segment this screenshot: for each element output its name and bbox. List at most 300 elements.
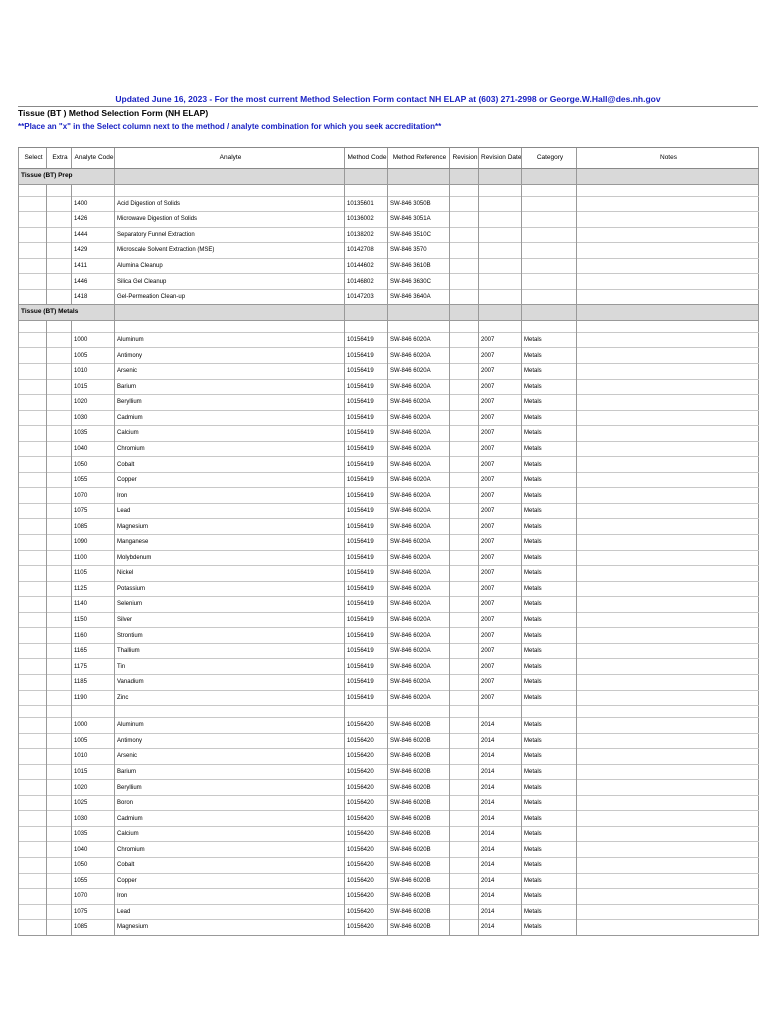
select-cell[interactable] [19, 733, 47, 749]
method-reference-cell: SW-846 6020A [388, 472, 450, 488]
revision-date-cell [479, 289, 522, 305]
method-reference-cell: SW-846 6020A [388, 348, 450, 364]
method-code-cell: 10156419 [345, 395, 388, 411]
method-code-cell: 10156419 [345, 364, 388, 380]
table-row [19, 196, 759, 212]
method-reference-cell: SW-846 6020A [388, 550, 450, 566]
extra-cell[interactable] [47, 628, 72, 644]
category-cell [522, 212, 577, 228]
notes-cell [577, 519, 759, 535]
notes-cell [577, 441, 759, 457]
extra-cell[interactable] [47, 920, 72, 936]
method-reference-cell: SW-846 3051A [388, 212, 450, 228]
category-cell: Metals [522, 749, 577, 765]
blank-cell [450, 184, 479, 196]
select-cell[interactable] [19, 258, 47, 274]
section-fill-cell [522, 169, 577, 185]
analyte-cell: Microwave Digestion of Solids [115, 212, 345, 228]
method-code-cell: 10156419 [345, 550, 388, 566]
extra-cell[interactable] [47, 612, 72, 628]
revision-cell [450, 733, 479, 749]
spacer-row [19, 320, 759, 332]
extra-cell[interactable] [47, 566, 72, 582]
extra-cell[interactable] [47, 379, 72, 395]
col-header-category: Category [522, 148, 577, 169]
extra-cell[interactable] [47, 889, 72, 905]
select-cell[interactable] [19, 348, 47, 364]
method-reference-cell: SW-846 6020B [388, 842, 450, 858]
extra-cell[interactable] [47, 826, 72, 842]
section-fill-cell [522, 305, 577, 321]
extra-cell[interactable] [47, 597, 72, 613]
method-reference-cell: SW-846 6020B [388, 873, 450, 889]
blank-cell [450, 320, 479, 332]
revision-date-cell: 2007 [479, 581, 522, 597]
method-code-cell: 10156419 [345, 441, 388, 457]
revision-cell [450, 581, 479, 597]
blank-cell [479, 184, 522, 196]
analyte-code-cell: 1125 [72, 581, 115, 597]
analyte-code-cell: 1444 [72, 227, 115, 243]
table-row [19, 274, 759, 290]
revision-cell [450, 873, 479, 889]
select-cell[interactable] [19, 749, 47, 765]
notes-cell [577, 904, 759, 920]
analyte-code-cell: 1175 [72, 659, 115, 675]
blank-cell [577, 706, 759, 718]
extra-cell[interactable] [47, 873, 72, 889]
analyte-code-cell: 1085 [72, 920, 115, 936]
revision-cell [450, 795, 479, 811]
col-header-analyte: Analyte [115, 148, 345, 169]
select-cell[interactable] [19, 503, 47, 519]
method-reference-cell: SW-846 6020A [388, 612, 450, 628]
select-cell[interactable] [19, 706, 47, 718]
analyte-cell: Microscale Solvent Extraction (MSE) [115, 243, 345, 259]
extra-cell[interactable] [47, 764, 72, 780]
select-cell[interactable] [19, 289, 47, 305]
analyte-cell: Cadmium [115, 410, 345, 426]
category-cell: Metals [522, 628, 577, 644]
select-cell[interactable] [19, 889, 47, 905]
section-fill-cell [450, 305, 479, 321]
select-cell[interactable] [19, 920, 47, 936]
notes-cell [577, 503, 759, 519]
notes-cell [577, 348, 759, 364]
method-reference-cell: SW-846 3610B [388, 258, 450, 274]
extra-cell[interactable] [47, 749, 72, 765]
extra-cell[interactable] [47, 659, 72, 675]
extra-cell[interactable] [47, 811, 72, 827]
table-row [19, 842, 759, 858]
method-reference-cell: SW-846 6020A [388, 597, 450, 613]
analyte-cell: Barium [115, 379, 345, 395]
select-cell[interactable] [19, 320, 47, 332]
revision-cell [450, 503, 479, 519]
notes-cell [577, 643, 759, 659]
extra-cell[interactable] [47, 258, 72, 274]
select-cell[interactable] [19, 184, 47, 196]
notes-cell [577, 826, 759, 842]
method-reference-cell: SW-846 6020A [388, 488, 450, 504]
select-cell[interactable] [19, 441, 47, 457]
revision-cell [450, 826, 479, 842]
table-row [19, 243, 759, 259]
analyte-code-cell: 1150 [72, 612, 115, 628]
extra-cell[interactable] [47, 733, 72, 749]
blank-cell [577, 320, 759, 332]
extra-cell[interactable] [47, 332, 72, 348]
revision-cell [450, 566, 479, 582]
method-code-cell: 10156419 [345, 488, 388, 504]
analyte-code-cell: 1140 [72, 597, 115, 613]
form-instruction: **Place an "x" in the Select column next to the method / analyte combination for which you seek accreditation** [18, 122, 442, 131]
select-cell[interactable] [19, 795, 47, 811]
method-reference-cell: SW-846 3510C [388, 227, 450, 243]
analyte-cell: Separatory Funnel Extraction [115, 227, 345, 243]
category-cell: Metals [522, 488, 577, 504]
revision-cell [450, 457, 479, 473]
extra-cell[interactable] [47, 842, 72, 858]
extra-cell[interactable] [47, 674, 72, 690]
revision-date-cell: 2014 [479, 764, 522, 780]
extra-cell[interactable] [47, 488, 72, 504]
select-cell[interactable] [19, 243, 47, 259]
extra-cell[interactable] [47, 503, 72, 519]
form-title: Tissue (BT ) Method Selection Form (NH ELAP) [18, 108, 209, 118]
category-cell: Metals [522, 332, 577, 348]
table-row [19, 550, 759, 566]
analyte-code-cell: 1015 [72, 764, 115, 780]
extra-cell[interactable] [47, 581, 72, 597]
select-cell[interactable] [19, 842, 47, 858]
table-row [19, 426, 759, 442]
select-cell[interactable] [19, 196, 47, 212]
revision-date-cell: 2007 [479, 348, 522, 364]
revision-date-cell: 2014 [479, 889, 522, 905]
select-cell[interactable] [19, 426, 47, 442]
notes-cell [577, 795, 759, 811]
revision-cell [450, 718, 479, 734]
select-cell[interactable] [19, 811, 47, 827]
section-header-row [19, 305, 759, 321]
analyte-cell: Iron [115, 889, 345, 905]
analyte-code-cell: 1030 [72, 410, 115, 426]
extra-cell[interactable] [47, 550, 72, 566]
method-code-cell: 10156420 [345, 718, 388, 734]
method-code-cell: 10147203 [345, 289, 388, 305]
analyte-cell: Calcium [115, 826, 345, 842]
blank-cell [522, 706, 577, 718]
select-cell[interactable] [19, 857, 47, 873]
category-cell: Metals [522, 811, 577, 827]
table-row [19, 395, 759, 411]
notes-cell [577, 764, 759, 780]
table-row [19, 612, 759, 628]
section-title: Tissue (BT) Prep [19, 169, 115, 185]
analyte-cell: Acid Digestion of Solids [115, 196, 345, 212]
revision-date-cell: 2014 [479, 795, 522, 811]
revision-date-cell: 2007 [479, 597, 522, 613]
select-cell[interactable] [19, 364, 47, 380]
table-row [19, 749, 759, 765]
analyte-code-cell: 1418 [72, 289, 115, 305]
table-row [19, 674, 759, 690]
category-cell: Metals [522, 674, 577, 690]
section-fill-cell [577, 305, 759, 321]
method-reference-cell: SW-846 6020A [388, 690, 450, 706]
col-header-notes: Notes [577, 148, 759, 169]
method-code-cell: 10156419 [345, 566, 388, 582]
revision-cell [450, 472, 479, 488]
select-cell[interactable] [19, 212, 47, 228]
extra-cell[interactable] [47, 212, 72, 228]
analyte-cell: Lead [115, 904, 345, 920]
method-code-cell: 10156419 [345, 472, 388, 488]
extra-cell[interactable] [47, 718, 72, 734]
notes-cell [577, 212, 759, 228]
table-row [19, 826, 759, 842]
extra-cell[interactable] [47, 457, 72, 473]
revision-date-cell: 2007 [479, 612, 522, 628]
method-code-cell: 10156419 [345, 597, 388, 613]
col-header-method-code: Method Code [345, 148, 388, 169]
analyte-code-cell: 1020 [72, 780, 115, 796]
extra-cell[interactable] [47, 904, 72, 920]
analyte-code-cell: 1070 [72, 889, 115, 905]
table-row [19, 503, 759, 519]
category-cell: Metals [522, 597, 577, 613]
analyte-code-cell: 1160 [72, 628, 115, 644]
extra-cell[interactable] [47, 519, 72, 535]
select-cell[interactable] [19, 718, 47, 734]
select-cell[interactable] [19, 457, 47, 473]
method-reference-cell: SW-846 6020A [388, 659, 450, 675]
extra-cell[interactable] [47, 780, 72, 796]
table-row [19, 519, 759, 535]
method-reference-cell: SW-846 6020B [388, 718, 450, 734]
method-reference-cell: SW-846 6020B [388, 826, 450, 842]
select-cell[interactable] [19, 780, 47, 796]
category-cell: Metals [522, 581, 577, 597]
analyte-cell: Aluminum [115, 718, 345, 734]
revision-cell [450, 410, 479, 426]
table-row [19, 889, 759, 905]
extra-cell[interactable] [47, 196, 72, 212]
extra-cell[interactable] [47, 274, 72, 290]
table-row [19, 581, 759, 597]
extra-cell[interactable] [47, 243, 72, 259]
method-code-cell: 10156420 [345, 826, 388, 842]
select-cell[interactable] [19, 873, 47, 889]
notes-cell [577, 842, 759, 858]
select-cell[interactable] [19, 410, 47, 426]
method-code-cell: 10156420 [345, 811, 388, 827]
extra-cell[interactable] [47, 289, 72, 305]
notes-cell [577, 612, 759, 628]
category-cell: Metals [522, 503, 577, 519]
select-cell[interactable] [19, 379, 47, 395]
analyte-cell: Strontium [115, 628, 345, 644]
analyte-cell: Arsenic [115, 364, 345, 380]
method-code-cell: 10156420 [345, 889, 388, 905]
select-cell[interactable] [19, 581, 47, 597]
extra-cell[interactable] [47, 857, 72, 873]
extra-cell[interactable] [47, 472, 72, 488]
category-cell: Metals [522, 659, 577, 675]
select-cell[interactable] [19, 395, 47, 411]
blank-cell [72, 706, 115, 718]
analyte-code-cell: 1426 [72, 212, 115, 228]
category-cell: Metals [522, 733, 577, 749]
select-cell[interactable] [19, 332, 47, 348]
method-reference-cell: SW-846 6020A [388, 566, 450, 582]
notes-cell [577, 780, 759, 796]
revision-date-cell: 2007 [479, 410, 522, 426]
revision-date-cell: 2014 [479, 718, 522, 734]
category-cell [522, 227, 577, 243]
col-header-method-reference: Method Reference [388, 148, 450, 169]
table-row [19, 857, 759, 873]
extra-cell[interactable] [47, 535, 72, 551]
analyte-code-cell: 1050 [72, 457, 115, 473]
select-cell[interactable] [19, 566, 47, 582]
analyte-cell: Nickel [115, 566, 345, 582]
category-cell: Metals [522, 826, 577, 842]
select-cell[interactable] [19, 690, 47, 706]
category-cell: Metals [522, 842, 577, 858]
method-reference-cell: SW-846 6020A [388, 364, 450, 380]
analyte-code-cell: 1040 [72, 842, 115, 858]
select-cell[interactable] [19, 519, 47, 535]
col-header-revision-date: Revision Date [479, 148, 522, 169]
revision-cell [450, 659, 479, 675]
analyte-code-cell: 1085 [72, 519, 115, 535]
analyte-cell: Silver [115, 612, 345, 628]
analyte-code-cell: 1040 [72, 441, 115, 457]
notes-cell [577, 733, 759, 749]
revision-cell [450, 364, 479, 380]
table-row [19, 764, 759, 780]
notes-cell [577, 659, 759, 675]
table-row [19, 904, 759, 920]
revision-date-cell: 2007 [479, 519, 522, 535]
analyte-cell: Antimony [115, 733, 345, 749]
extra-cell[interactable] [47, 795, 72, 811]
analyte-code-cell: 1165 [72, 643, 115, 659]
table-row [19, 566, 759, 582]
select-cell[interactable] [19, 472, 47, 488]
extra-cell[interactable] [47, 410, 72, 426]
section-fill-cell [115, 169, 345, 185]
revision-cell [450, 597, 479, 613]
table-row [19, 457, 759, 473]
category-cell: Metals [522, 441, 577, 457]
select-cell[interactable] [19, 488, 47, 504]
revision-cell [450, 643, 479, 659]
analyte-code-cell: 1190 [72, 690, 115, 706]
notes-cell [577, 457, 759, 473]
analyte-code-cell: 1100 [72, 550, 115, 566]
analyte-cell: Alumina Cleanup [115, 258, 345, 274]
method-code-cell: 10156419 [345, 503, 388, 519]
extra-cell[interactable] [47, 364, 72, 380]
extra-cell[interactable] [47, 348, 72, 364]
analyte-cell: Barium [115, 764, 345, 780]
analyte-cell: Tin [115, 659, 345, 675]
analyte-cell: Cobalt [115, 857, 345, 873]
select-cell[interactable] [19, 274, 47, 290]
category-cell: Metals [522, 690, 577, 706]
select-cell[interactable] [19, 227, 47, 243]
revision-date-cell: 2014 [479, 842, 522, 858]
table-row [19, 212, 759, 228]
extra-cell[interactable] [47, 441, 72, 457]
revision-date-cell: 2007 [479, 457, 522, 473]
method-reference-cell: SW-846 3640A [388, 289, 450, 305]
notes-cell [577, 535, 759, 551]
notes-cell [577, 395, 759, 411]
method-reference-cell: SW-846 6020B [388, 889, 450, 905]
notes-cell [577, 426, 759, 442]
extra-cell[interactable] [47, 227, 72, 243]
table-row [19, 258, 759, 274]
extra-cell[interactable] [47, 643, 72, 659]
revision-cell [450, 289, 479, 305]
revision-cell [450, 749, 479, 765]
blank-cell [47, 184, 72, 196]
extra-cell[interactable] [47, 690, 72, 706]
method-reference-cell: SW-846 6020B [388, 780, 450, 796]
select-cell[interactable] [19, 550, 47, 566]
revision-cell [450, 904, 479, 920]
revision-date-cell: 2014 [479, 904, 522, 920]
select-cell[interactable] [19, 904, 47, 920]
method-code-cell: 10135601 [345, 196, 388, 212]
select-cell[interactable] [19, 826, 47, 842]
select-cell[interactable] [19, 764, 47, 780]
analyte-code-cell: 1010 [72, 749, 115, 765]
section-fill-cell [450, 169, 479, 185]
notes-cell [577, 718, 759, 734]
method-reference-cell: SW-846 6020B [388, 733, 450, 749]
table-row [19, 659, 759, 675]
category-cell: Metals [522, 550, 577, 566]
method-reference-cell: SW-846 6020B [388, 764, 450, 780]
analyte-code-cell: 1055 [72, 472, 115, 488]
table-row [19, 873, 759, 889]
select-cell[interactable] [19, 628, 47, 644]
col-header-extra: Extra [47, 148, 72, 169]
extra-cell[interactable] [47, 395, 72, 411]
revision-cell [450, 920, 479, 936]
section-fill-cell [577, 169, 759, 185]
method-code-cell: 10156420 [345, 733, 388, 749]
extra-cell[interactable] [47, 426, 72, 442]
select-cell[interactable] [19, 674, 47, 690]
blank-cell [47, 706, 72, 718]
category-cell: Metals [522, 364, 577, 380]
select-cell[interactable] [19, 659, 47, 675]
select-cell[interactable] [19, 612, 47, 628]
select-cell[interactable] [19, 643, 47, 659]
select-cell[interactable] [19, 597, 47, 613]
category-cell: Metals [522, 904, 577, 920]
analyte-code-cell: 1010 [72, 364, 115, 380]
method-reference-cell: SW-846 6020A [388, 395, 450, 411]
method-code-cell: 10138202 [345, 227, 388, 243]
select-cell[interactable] [19, 535, 47, 551]
